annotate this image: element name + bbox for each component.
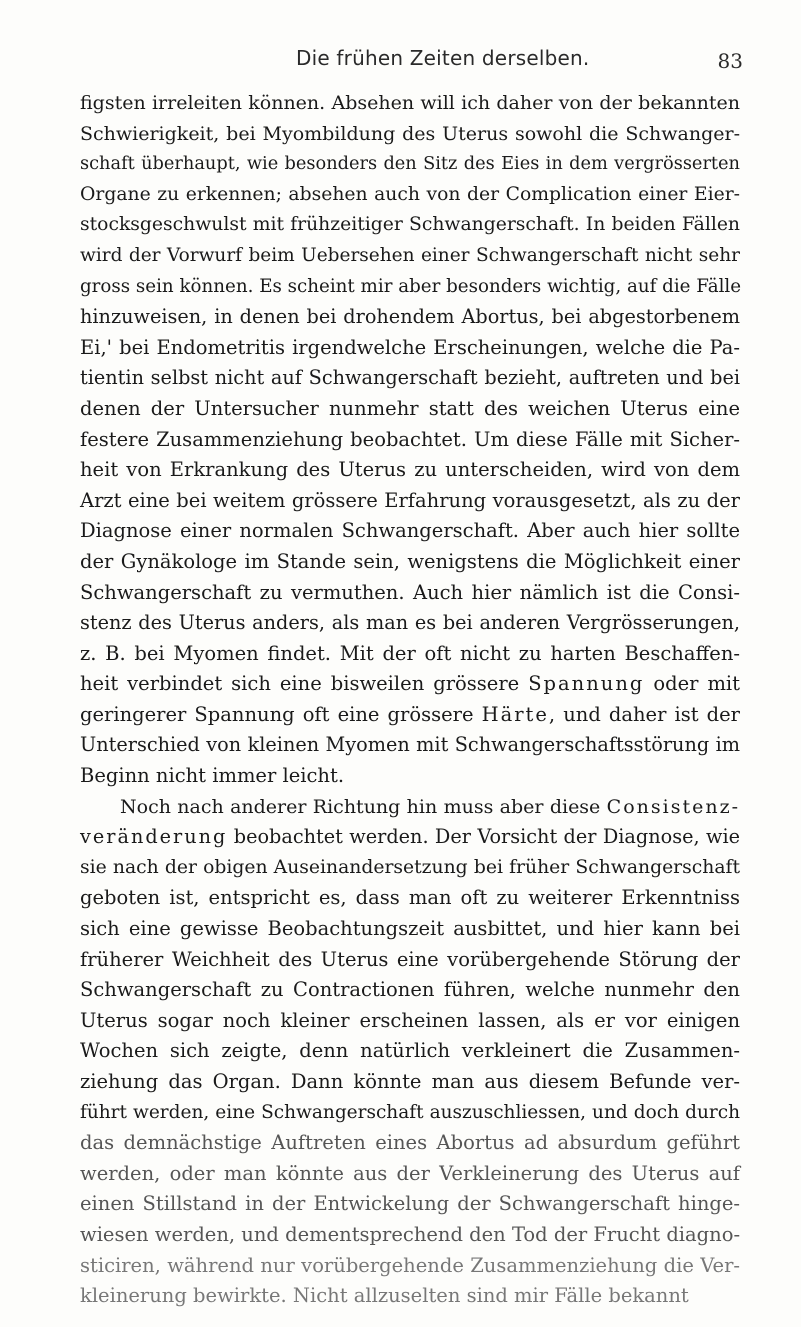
body-text [80,88,740,1312]
text-line: Arzt eine bei weitem grössere Erfahrung vorausgesetzt, als zu der [80,488,740,512]
text-line: kleinerung bewirkte. Nicht allzuselten sind mir Fälle bekannt [80,1284,689,1308]
text-line-paragraph-start: Noch nach anderer Richtung hin muss aber diese Consistenz- [120,795,740,818]
text-line-paragraph-end: Beginn nicht immer leicht. [80,764,345,788]
text-line: z. B. bei Myomen findet. Mit der oft nicht zu harten Beschaffen- [80,641,740,665]
page-number: 83 [717,49,743,73]
text-line: wird der Vorwurf beim Uebersehen einer Schwangerschaft nicht sehr [80,244,740,266]
text-line: ziehung das Organ. Dann könnte man aus diesem Befunde ver- [80,1070,740,1093]
text-line: schaft überhaupt, wie besonders den Sitz des Eies in dem vergrösserten [80,154,740,175]
text-line: heit verbindet sich eine bisweilen grössere Spannung oder mit [80,672,741,696]
text-line: heit von Erkrankung des Uterus zu unterscheiden, wird von dem [80,458,740,482]
text-line: geringerer Spannung oft eine grössere Härte, und daher ist der [80,702,741,726]
text-line: das demnächstige Auftreten eines Abortus ad absurdum geführt [80,1131,740,1155]
text-line: Wochen sich zeigte, denn natürlich verkleinert die Zusammen- [80,1039,740,1063]
text-line: früherer Weichheit des Uterus eine vorübergehende Störung der [80,947,740,971]
text-line: festere Zusammenziehung beobachtet. Um diese Fälle mit Sicher- [80,427,740,451]
text-line: Schwierigkeit, bei Myombildung des Uterus sowohl die Schwanger- [80,122,740,145]
text-line: sticiren, während nur vorübergehende Zusammenziehung die Ver- [80,1253,740,1277]
text-line: sich eine gewisse Beobachtungszeit ausbittet, und hier kann bei [80,917,740,941]
text-line: denen der Untersucher nunmehr statt des weichen Uterus eine [80,396,740,420]
text-line: führt werden, eine Schwangerschaft auszuschliessen, und doch durch [80,1101,740,1123]
text-line: Schwangerschaft zu vermuthen. Auch hier nämlich ist die Consi- [80,580,740,604]
text-line: wiesen werden, und dementsprechend den Tod der Frucht diagno- [80,1222,741,1246]
text-line: einen Stillstand in der Entwickelung der Schwangerschaft hinge- [80,1192,740,1216]
text-line: Diagnose einer normalen Schwangerschaft. Aber auch hier sollte [80,519,740,543]
text-line: Organe zu erkennen; absehen auch von der Complication einer Eier- [80,183,740,205]
running-title: Die frühen Zeiten derselben. [296,46,590,70]
text-line: hinzuweisen, in denen bei drohendem Abortus, bei abgestorbenem [80,305,740,329]
text-line: Uterus sogar noch kleiner erscheinen lassen, als er vor einigen [80,1008,740,1032]
text-line: werden, oder man könnte aus der Verkleinerung des Uterus auf [80,1161,740,1185]
text-line: Schwangerschaft zu Contractionen führen, welche nunmehr den [80,978,740,1002]
text-line: tientin selbst nicht auf Schwangerschaft bezieht, auftreten und bei [80,366,740,390]
text-line: stenz des Uterus anders, als man es bei anderen Vergrösserungen, [80,611,740,635]
text-line: der Gynäkologe im Stande sein, wenigstens die Möglichkeit einer [80,549,740,573]
text-line: gross sein können. Es scheint mir aber besonders wichtig, auf die Fälle [80,275,742,297]
text-line: figsten irreleiten können. Absehen will ich daher von der bekannten [80,92,740,114]
text-line: Unterschied von kleinen Myomen mit Schwangerschaftsstörung im [80,733,740,757]
text-line: sie nach der obigen Auseinandersetzung bei früher Schwangerschaft [80,856,740,878]
text-line: geboten ist, entspricht es, dass man oft zu weiterer Erkenntniss [80,886,740,910]
text-line: stocksgeschwulst mit frühzeitiger Schwangerschaft. In beiden Fällen [80,214,740,236]
text-line: veränderung beobachtet werden. Der Vorsicht der Diagnose, wie [80,825,740,849]
text-line: Ei,' bei Endometritis irgendwelche Erscheinungen, welche die Pa- [80,335,740,359]
